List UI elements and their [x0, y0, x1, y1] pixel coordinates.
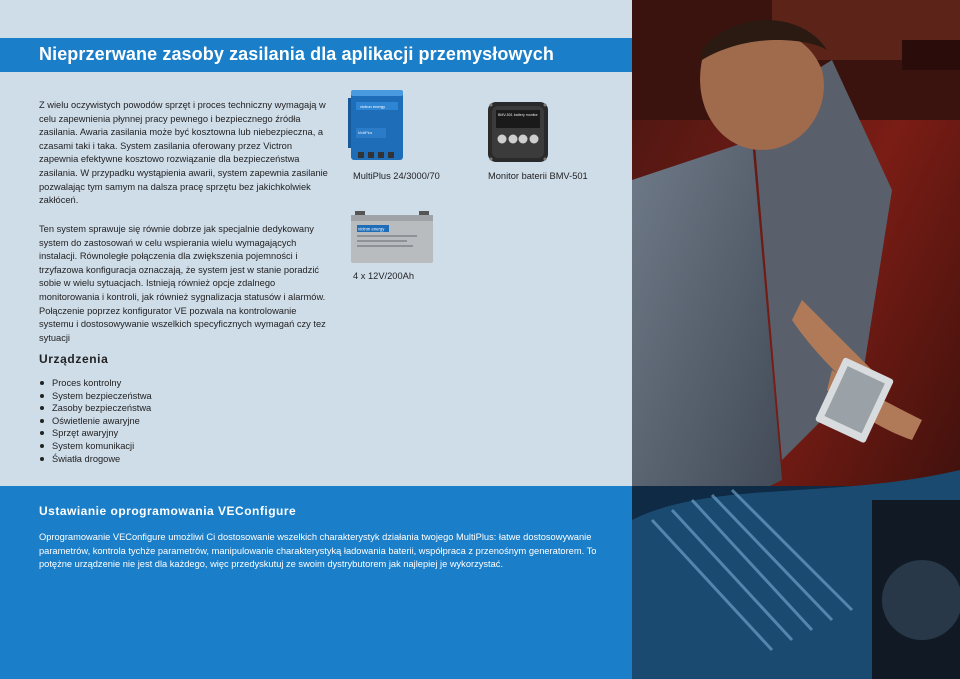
list-item: System bezpieczeństwa [39, 390, 152, 403]
veconfigure-title: Ustawianie oprogramowania VEConfigure [39, 504, 297, 518]
battery-image [349, 209, 435, 265]
multiplus-brand-label: victron energy [360, 104, 386, 109]
list-item: Sprzęt awaryjny [39, 427, 152, 440]
bmv-screen-label: BMV-501 battery monitor [498, 113, 538, 117]
multiplus-caption: MultiPlus 24/3000/70 [353, 171, 440, 181]
body-paragraph: Ten system sprawuje się równie dobrze jak specjalnie dedykowany system do zastosowań w celu wspierania wielu wymagających instalacji. Równoległe połączenia dla zwiększenia pojemności i trzyfazowa konfiguracja oznaczają, że system jest w stanie poradzić sobie w wielu sytuacjach. Istnieją również opcje zdalnego monitorowania i kontroli, jak również sygnalizacja statusów i alarmów. Połączenie poprzez konfigurator VE pozwala na kontrolowanie systemu i dostosowywanie wszelkich specyficznych wymagań czy tez sytuacji [39, 224, 326, 343]
devices-title: Urządzenia [39, 352, 109, 366]
multiplus-model-label: MultiPlus [358, 131, 373, 135]
intro-paragraph: Z wielu oczywistych powodów sprzęt i proces techniczny wymagają w celu zapewnienia płynnej pracy pewnego i bezpiecznego źródła zasilania. Awaria zasilania może być kosztowna lub niebezpieczna, a czasami taki i taka. System zasilania oferowany przez Victron zapewnia efektywne kosztowo rozwiązanie dla bezpieczeństwa zasilania. W przypadku wystąpienia awarii, system zapewnia zasilanie pozwalając tym samym na dalsza pracę sprzętu bez jakichkolwiek zakłóceń. [39, 100, 328, 206]
bmv-image [487, 101, 549, 163]
list-item: Zasoby bezpieczeństwa [39, 402, 152, 415]
technician-photo [632, 0, 960, 679]
list-item: Światła drogowe [39, 453, 152, 466]
list-item: System komunikacji [39, 440, 152, 453]
bmv-caption: Monitor baterii BMV-501 [488, 171, 588, 181]
page-title: Nieprzerwane zasoby zasilania dla aplikacji przemysłowych [39, 44, 554, 64]
title-bar [0, 38, 632, 72]
devices-list [39, 377, 152, 465]
veconfigure-panel [0, 486, 632, 679]
battery-brand-label: victron energy [358, 226, 385, 232]
list-item: Oświetlenie awaryjne [39, 415, 152, 428]
veconfigure-paragraph: Oprogramowanie VEConfigure umożliwi Ci dostosowanie wszelkich charakterystyk działania twojego MultiPlus: łatwe dostosowywanie parametrów, kontrola tychże parametrów, manipulowanie charakterystyką ładowania baterii, współpraca z przenośnym generatorem. To potężne urządzenie nie jest dla każdego, więc przedyskutuj ze swoim dystrybutorem jak najlepiej je wykorzystać. [39, 532, 597, 569]
list-item: Proces kontrolny [39, 377, 152, 390]
battery-caption: 4 x 12V/200Ah [353, 271, 414, 281]
multiplus-image [348, 88, 406, 164]
